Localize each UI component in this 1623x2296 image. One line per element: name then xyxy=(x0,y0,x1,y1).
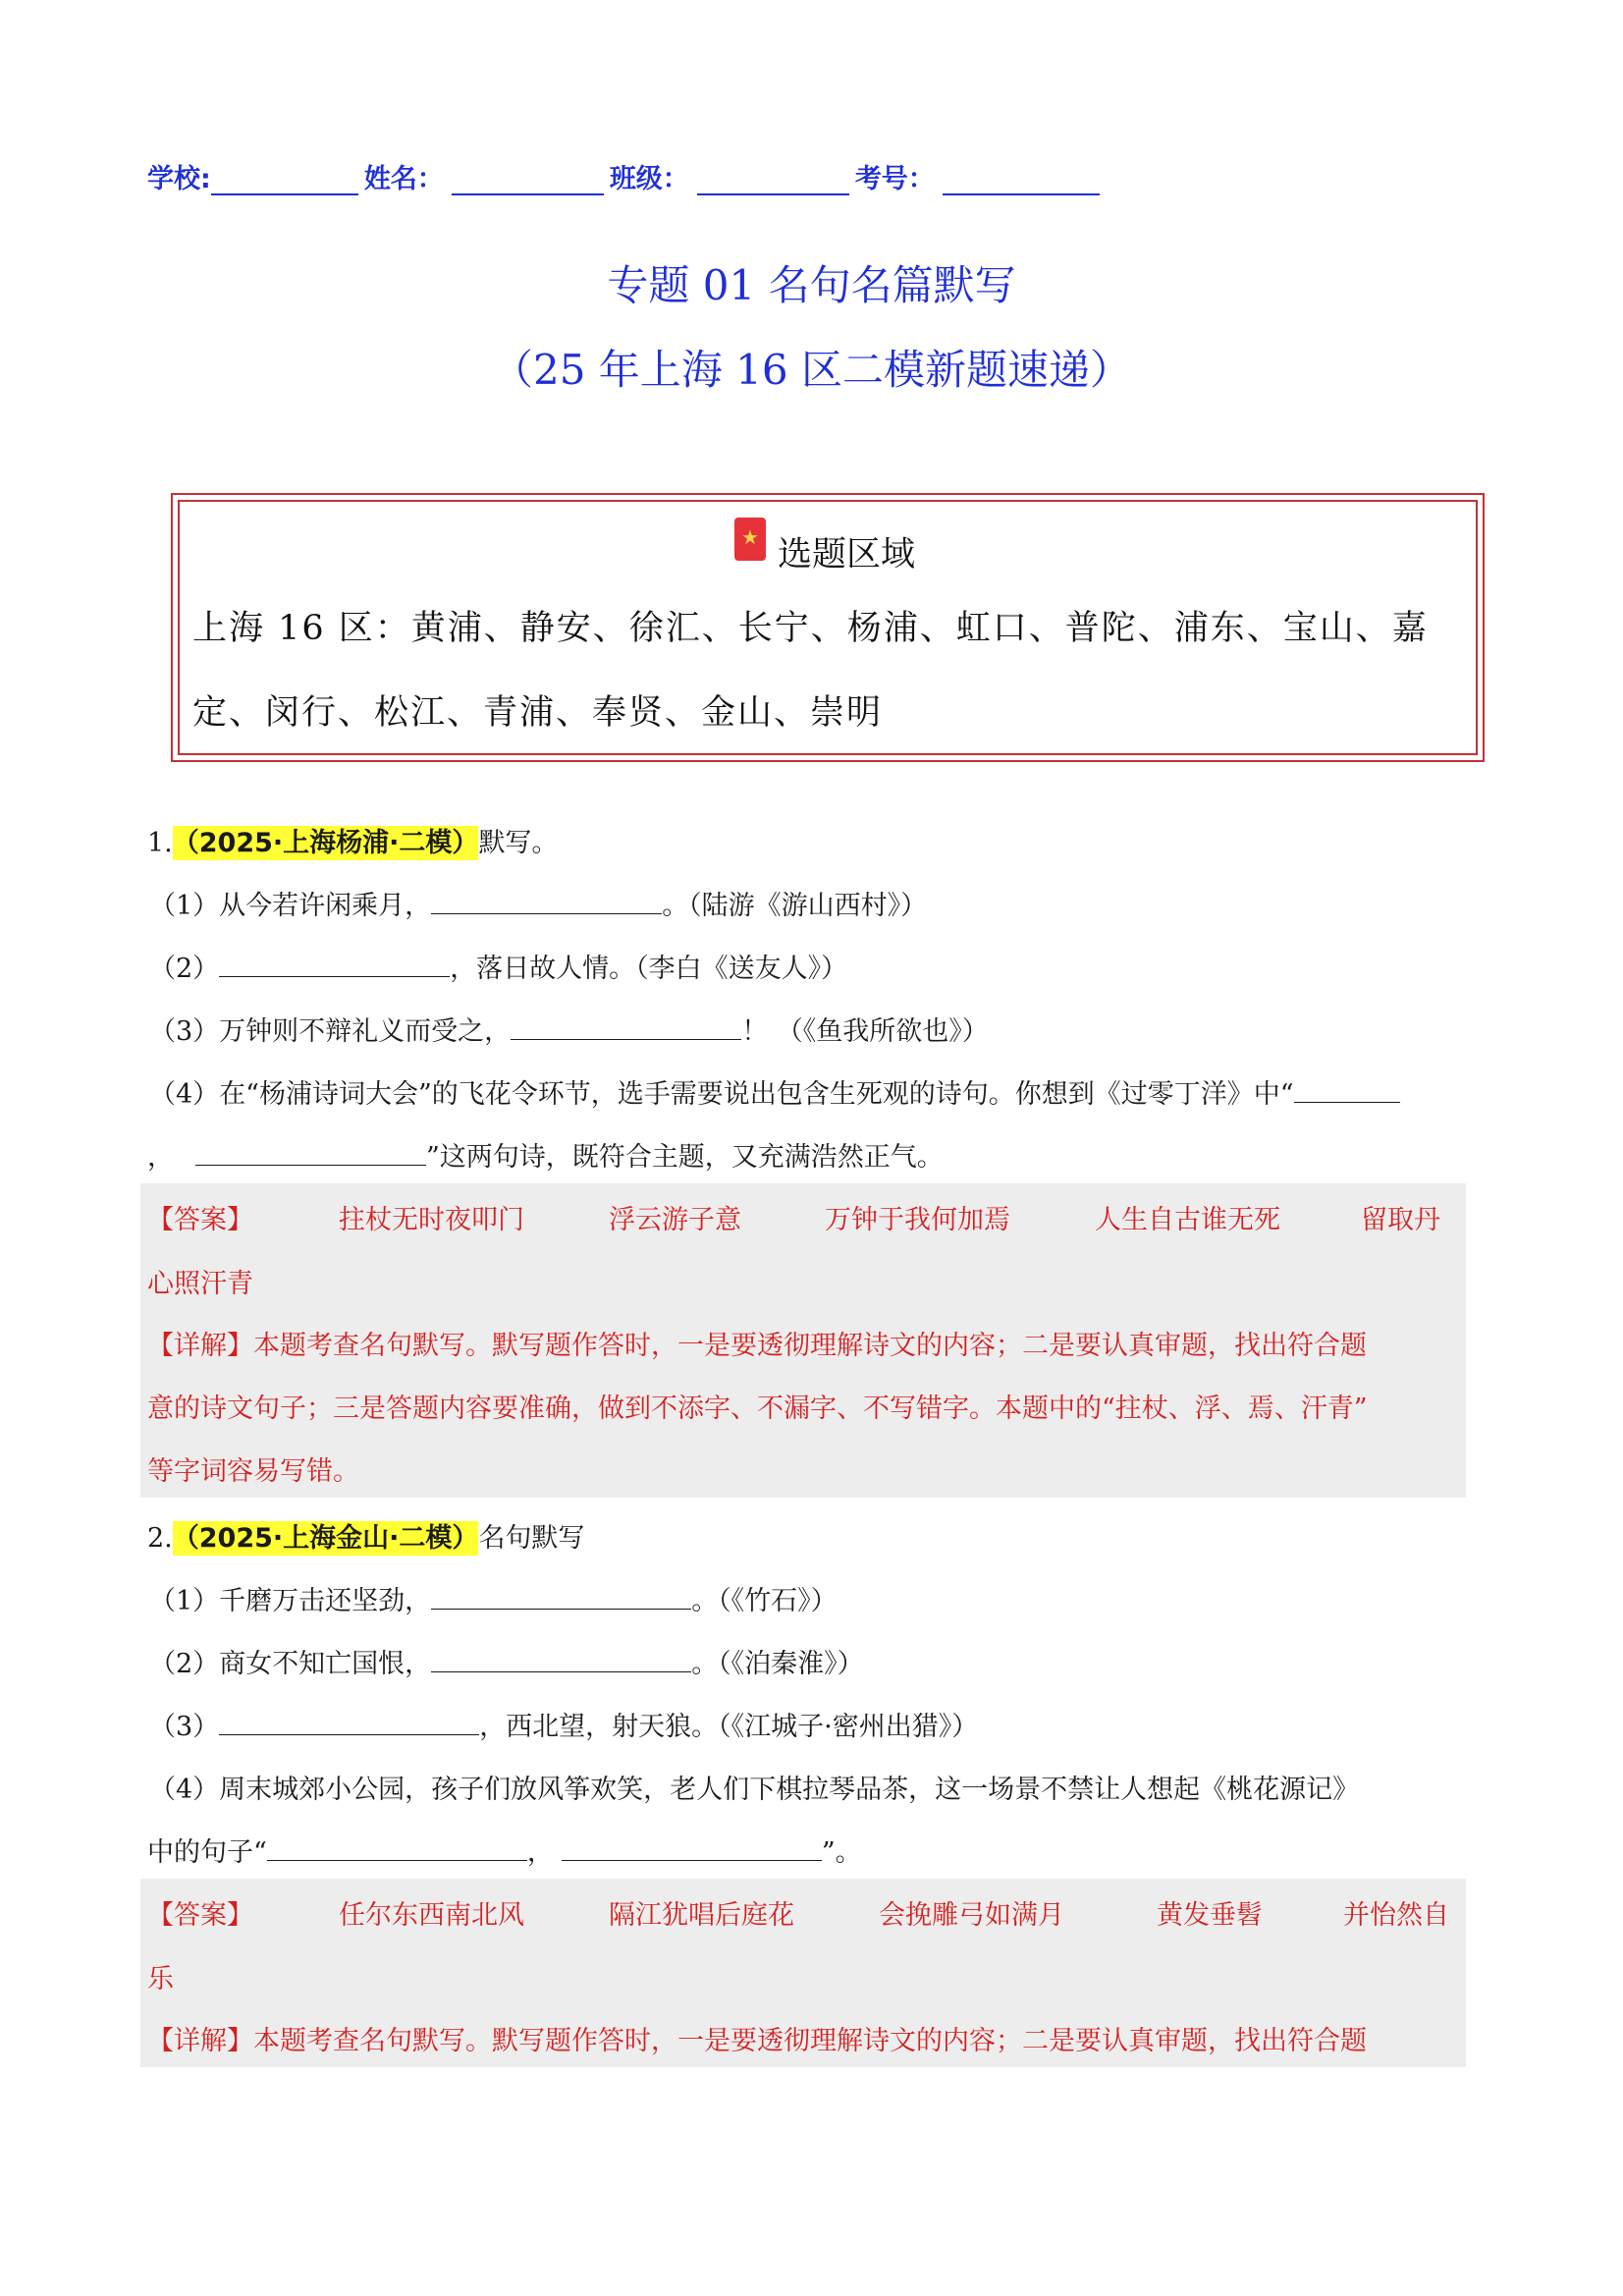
answer-blank[interactable] xyxy=(195,1141,426,1166)
question-1-header xyxy=(147,821,558,859)
item-text: ，西北望，射天狼。（《江城子·密州出猎》） xyxy=(479,1712,979,1742)
explain-line-3: 等字词容易写错。 xyxy=(147,1456,359,1487)
question-instruction: 名句默写 xyxy=(478,1523,585,1554)
explain-label: 【详解】 xyxy=(147,1331,253,1361)
item-text: ， xyxy=(526,1837,554,1868)
item-text: ！ （《鱼我所欲也》） xyxy=(741,1016,989,1047)
item-text: ”。 xyxy=(821,1837,862,1868)
answer-value: 浮云游子意 xyxy=(609,1205,741,1235)
page-subtitle: （25 年上海 16 区二模新题速递） xyxy=(492,346,1131,394)
q1-item-2 xyxy=(149,947,847,985)
student-info-header xyxy=(147,157,1106,200)
item-text: （1）千磨万击还坚劲， xyxy=(149,1586,432,1616)
q1-item-3 xyxy=(149,1010,989,1048)
item-text: （4）在“杨浦诗词大会”的飞花令环节，选手需要说出包含生死观的诗句。你想到《过零丁洋》中“ xyxy=(149,1079,1294,1110)
item-text: （3）万钟则不辩礼义而受之， xyxy=(149,1016,512,1047)
question-instruction: 默写。 xyxy=(478,828,559,858)
item-text: 。（《泊秦淮》） xyxy=(691,1649,864,1679)
item-text: 。（《竹石》） xyxy=(691,1586,838,1616)
item-text: （2）商女不知亡国恨， xyxy=(149,1649,432,1679)
answer-value: 黄发垂髫 xyxy=(1157,1900,1263,1931)
answer-value: 人生自古谁无死 xyxy=(1095,1205,1280,1235)
q2-answer-panel xyxy=(140,1879,1466,2067)
exam-no-blank[interactable] xyxy=(943,162,1100,195)
answer-value: 任尔东西南北风 xyxy=(339,1900,524,1931)
item-text: （1）从今若许闲乘月， xyxy=(149,891,432,921)
answer-value: 留取丹 xyxy=(1361,1205,1440,1235)
answer-value: 会挽雕弓如满月 xyxy=(879,1900,1064,1931)
q1-item-4-line-2 xyxy=(147,1135,944,1174)
exam-no-label: 考号： xyxy=(854,164,935,194)
item-text: ， xyxy=(147,1142,174,1173)
answer-continuation: 心照汗青 xyxy=(147,1269,253,1299)
region-heading: 选题区域 xyxy=(778,535,916,574)
answer-value: 隔江犹唱后庭花 xyxy=(609,1900,794,1931)
q2-item-3 xyxy=(149,1705,978,1743)
question-source-highlight: （2025·上海杨浦·二模） xyxy=(172,828,479,858)
answer-continuation: 乐 xyxy=(147,1964,174,1995)
explain-line-2: 意的诗文句子；三是答题内容要准确，做到不添字、不漏字、不写错字。本题中的“拄杖、浮、焉、汗青” xyxy=(147,1394,1368,1424)
class-label: 班级： xyxy=(609,164,689,194)
answer-value: 拄杖无时夜叩门 xyxy=(339,1205,524,1235)
page-title: 专题 01 名句名篇默写 xyxy=(607,261,1016,309)
q2-item-4-line-1: （4）周末城郊小公园，孩子们放风筝欢笑，老人们下棋拉琴品茶，这一场景不禁让人想起《桃花源记》 xyxy=(149,1775,1360,1805)
q2-item-2 xyxy=(149,1642,864,1680)
question-2-header xyxy=(147,1516,584,1555)
answer-row xyxy=(147,1198,1463,1237)
answer-blank[interactable] xyxy=(431,1585,691,1610)
answer-blank[interactable] xyxy=(431,890,662,914)
answer-label: 【答案】 xyxy=(147,1900,253,1931)
item-text: （2） xyxy=(149,954,220,984)
answer-blank[interactable] xyxy=(511,1015,741,1040)
question-source-highlight: （2025·上海金山·二模） xyxy=(172,1523,479,1554)
answer-value: 万钟于我何加焉 xyxy=(825,1205,1010,1235)
name-blank[interactable] xyxy=(452,162,604,195)
answer-blank[interactable] xyxy=(267,1836,527,1861)
answer-row xyxy=(147,1893,1463,1933)
q1-item-4-line-1 xyxy=(149,1072,1400,1111)
answer-value: 并怡然自 xyxy=(1343,1900,1449,1931)
region-line-2: 定、闵行、松江、青浦、奉贤、金山、崇明 xyxy=(192,693,884,733)
item-text: （3） xyxy=(149,1712,220,1742)
school-label: 学校: xyxy=(147,164,211,194)
question-number: 1. xyxy=(147,828,173,858)
class-blank[interactable] xyxy=(697,162,849,195)
item-text: ”这两句诗，既符合主题，又充满浩然正气。 xyxy=(426,1142,944,1173)
q2-item-4-line-2 xyxy=(147,1831,862,1869)
q1-item-1 xyxy=(149,884,927,922)
explain-line-1 xyxy=(147,1324,1367,1362)
answer-blank[interactable] xyxy=(431,1648,691,1672)
red-book-star-icon: ★ xyxy=(734,518,766,561)
explain-text: 本题考查名句默写。默写题作答时，一是要透彻理解诗文的内容；二是要认真审题，找出符合题 xyxy=(253,1331,1367,1361)
answer-blank[interactable] xyxy=(1294,1078,1400,1103)
question-number: 2. xyxy=(147,1523,173,1554)
q2-item-1 xyxy=(149,1579,838,1617)
name-label: 姓名： xyxy=(363,164,444,194)
answer-blank[interactable] xyxy=(562,1836,822,1861)
school-blank[interactable] xyxy=(211,162,358,195)
item-text: ，落日故人情。（李白《送友人》） xyxy=(450,954,848,984)
answer-label: 【答案】 xyxy=(147,1205,253,1235)
item-text: 中的句子“ xyxy=(147,1837,267,1868)
region-line-1: 上海 16 区：黄浦、静安、徐汇、长宁、杨浦、虹口、普陀、浦东、宝山、嘉 xyxy=(192,609,1429,648)
answer-blank[interactable] xyxy=(219,953,450,977)
explain-line-1 xyxy=(147,2019,1367,2057)
item-text: 。（陆游《游山西村》） xyxy=(662,891,928,921)
explain-label: 【详解】 xyxy=(147,2026,253,2056)
explain-text: 本题考查名句默写。默写题作答时，一是要透彻理解诗文的内容；二是要认真审题，找出符合题 xyxy=(253,2026,1367,2056)
answer-blank[interactable] xyxy=(219,1711,479,1735)
q1-answer-panel xyxy=(140,1183,1466,1498)
